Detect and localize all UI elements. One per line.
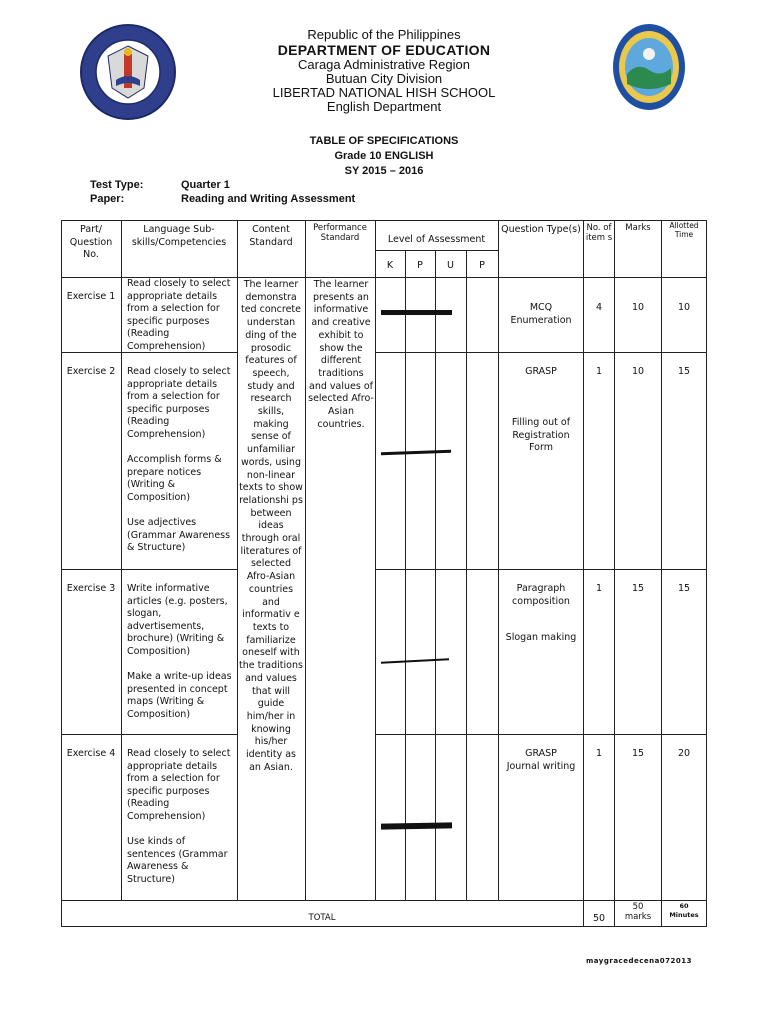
- row1-qtype-1: MCQ: [529, 302, 553, 313]
- header-time: Allotted Time: [669, 221, 699, 239]
- content-standard: The learner demonstra ted concrete understan ding of the prosodic features of speech, study and research skills, making sense of unfamiliar words, using non-linear texts to show relationshi ps between ideas through oral literatures of selected Afro-Asian countries and informativ e texts to familiarize oneself with the traditions and values that will guide him/her in knowing his/her identity as an Asian.: [239, 279, 303, 773]
- header-skills: Language Sub-skills/Competencies: [131, 224, 227, 248]
- total-label: TOTAL: [308, 913, 336, 923]
- header-school: LIBERTAD NATIONAL HISH SCHOOL: [272, 85, 496, 100]
- row4-skill-1: Read closely to select appropriate details from a selection for specific purposes (Reading Comprehension): [127, 748, 231, 822]
- row4-marks: 15: [631, 748, 645, 759]
- header-division: Butuan City Division: [325, 71, 443, 86]
- row3-marks: 15: [631, 583, 645, 594]
- row4-time: 20: [677, 748, 691, 759]
- row2-marks: 10: [631, 366, 645, 377]
- row4-part: Exercise 4: [66, 748, 116, 759]
- row1-level-mark: [381, 310, 452, 315]
- header-p1: P: [417, 260, 423, 271]
- header-k: K: [386, 260, 394, 271]
- row1-items: 4: [595, 302, 603, 313]
- header-items: No. of item s: [585, 223, 613, 243]
- specifications-table: [61, 220, 707, 927]
- row4-qtype-1: GRASP: [525, 748, 557, 759]
- total-items: 50: [592, 913, 606, 924]
- row3-level-mark: [381, 658, 449, 664]
- header-republic: Republic of the Philippines: [307, 27, 461, 42]
- row4-qtype-2: Journal writing: [506, 761, 576, 772]
- test-type-value: Quarter 1: [181, 179, 230, 191]
- row2-qtype-2: Filling out of Registration Form: [511, 417, 571, 453]
- header-marks: Marks: [625, 223, 651, 233]
- header-level: Level of Assessment: [387, 234, 486, 245]
- test-type-label: Test Type:: [90, 179, 144, 191]
- header-department: DEPARTMENT OF EDUCATION: [277, 42, 491, 58]
- row2-items: 1: [595, 366, 603, 377]
- row2-part: Exercise 2: [66, 366, 116, 377]
- performance-standard: The learner presents an informative and creative exhibit to show the different traditions and values of selected Afro-Asian countries.: [308, 279, 374, 430]
- row4-level-mark: [381, 822, 452, 829]
- row2-skill-2: Accomplish forms & prepare notices (Writing & Composition): [127, 454, 222, 503]
- row2-skill-3: Use adjectives (Grammar Awareness & Structure): [127, 517, 231, 553]
- paper-value: Reading and Writing Assessment: [181, 193, 356, 205]
- row1-marks: 10: [631, 302, 645, 313]
- row3-part: Exercise 3: [66, 583, 116, 594]
- total-time: 60 Minutes: [669, 902, 699, 919]
- row4-items: 1: [595, 748, 603, 759]
- total-marks: 50 marks: [624, 902, 652, 922]
- header-part: Part/ Question No.: [69, 224, 113, 260]
- row2-time: 15: [677, 366, 691, 377]
- row3-skill-2: Make a write-up ideas presented in concept maps (Writing & Composition): [127, 671, 232, 720]
- row3-skill-1: Write informative articles (e.g. posters, slogan, advertisements, brochure) (Writing & Composition): [127, 583, 228, 657]
- header-performance-standard: Performance Standard: [313, 223, 367, 243]
- row1-qtype-2: Enumeration: [510, 315, 572, 326]
- header-english-dept: English Department: [326, 99, 442, 114]
- header-content-standard: Content Standard: [249, 224, 293, 248]
- header-question-type: Question Type(s): [501, 224, 581, 235]
- row3-qtype-2: Slogan making: [505, 632, 577, 643]
- footer-credit: maygracedecena072013: [586, 957, 693, 965]
- row4-skill-2: Use kinds of sentences (Grammar Awareness & Structure): [127, 836, 228, 885]
- row1-skill-1: Read closely to select appropriate details from a selection for specific purposes (Reading Comprehension): [127, 278, 231, 352]
- paper-label: Paper:: [90, 193, 125, 205]
- row3-qtype-1: Paragraph composition: [512, 583, 570, 607]
- row2-skill-1: Read closely to select appropriate details from a selection for specific purposes (Reading Comprehension): [127, 366, 231, 440]
- doc-grade: Grade 10 ENGLISH: [334, 150, 434, 162]
- doc-sy: SY 2015 – 2016: [344, 165, 424, 177]
- row3-time: 15: [677, 583, 691, 594]
- row2-level-mark: [381, 450, 451, 455]
- header-region: Caraga Administrative Region: [298, 57, 470, 72]
- doc-title: TABLE OF SPECIFICATIONS: [309, 135, 459, 147]
- row1-time: 10: [677, 302, 691, 313]
- header-u: U: [447, 260, 454, 271]
- header-p2: P: [479, 260, 485, 271]
- row1-part: Exercise 1: [66, 291, 116, 302]
- row3-items: 1: [595, 583, 603, 594]
- row2-qtype-1: GRASP: [525, 366, 557, 377]
